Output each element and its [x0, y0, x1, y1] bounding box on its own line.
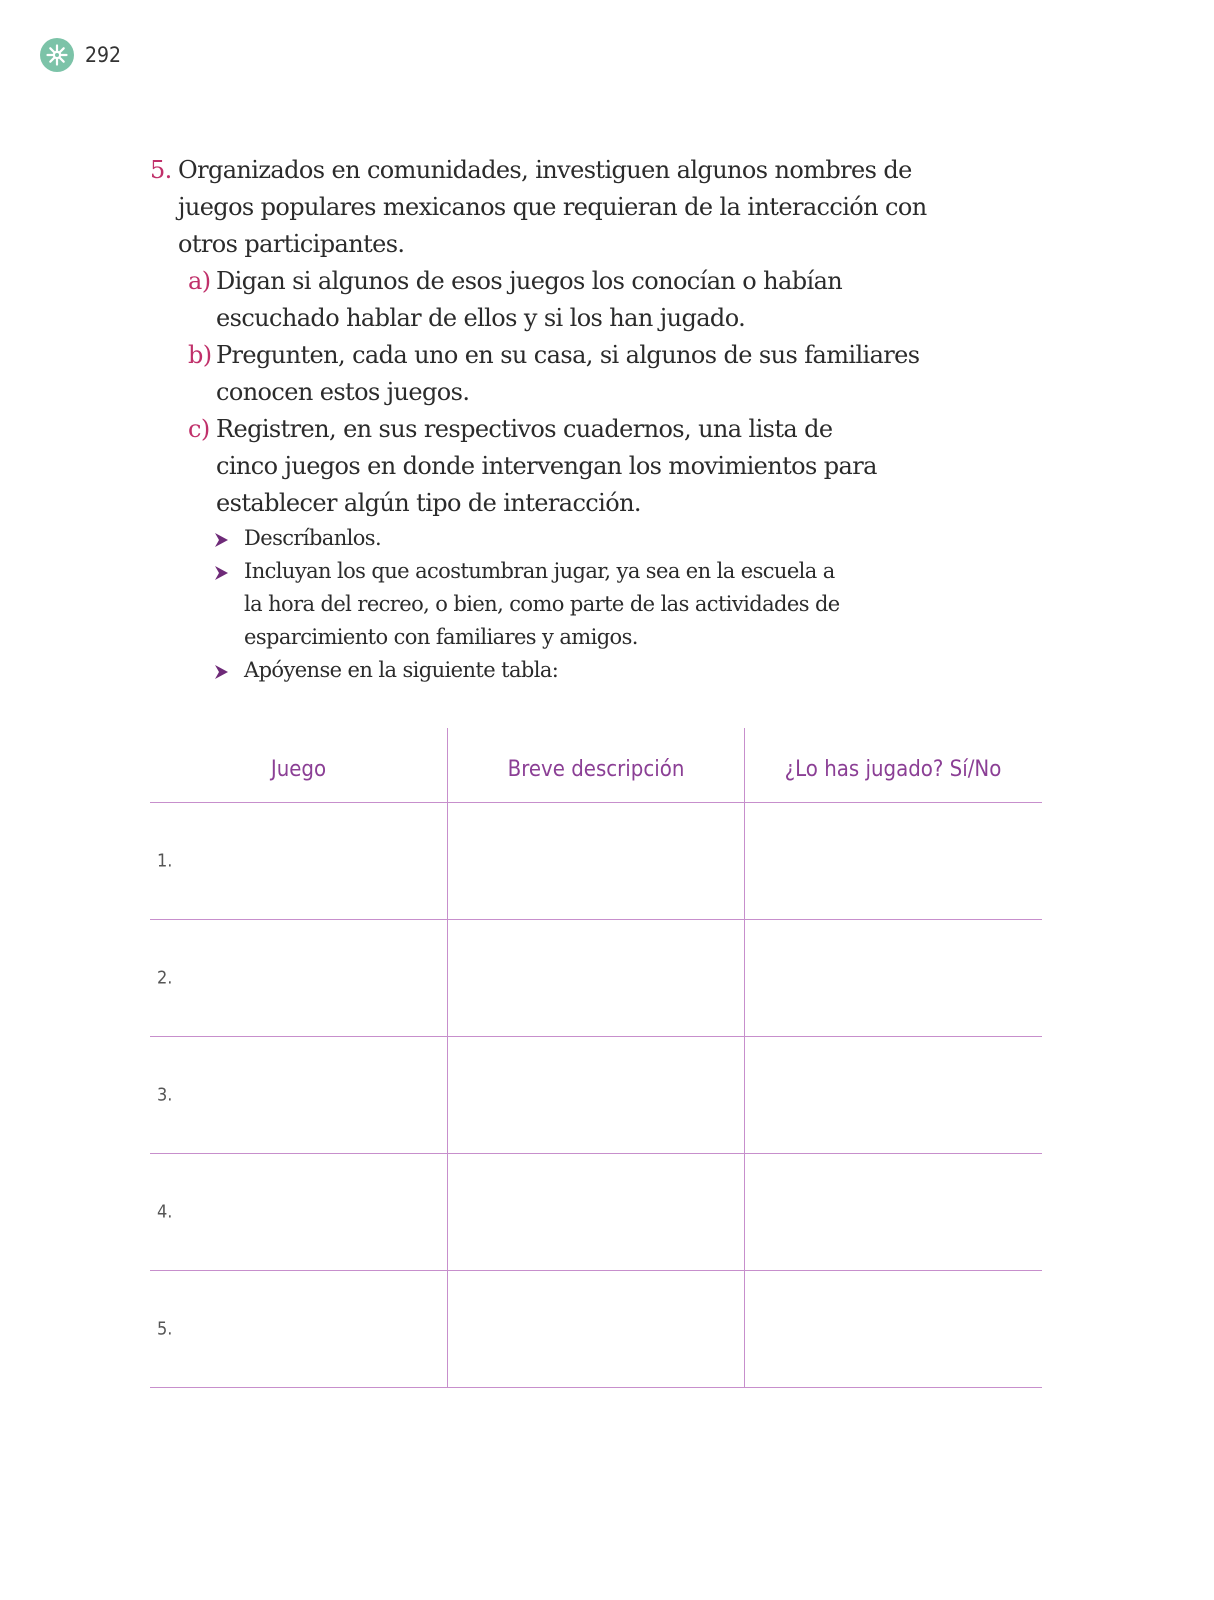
played-cell[interactable] — [744, 803, 1041, 919]
played-cell[interactable] — [744, 920, 1041, 1036]
played-cell[interactable] — [744, 1271, 1041, 1387]
item-c-line: cinco juegos en donde intervengan los movimientos para — [216, 452, 877, 480]
game-cell[interactable] — [150, 1037, 447, 1153]
row-number: 2. — [157, 967, 173, 989]
header-jugado: ¿Lo has jugado? Sí/No — [744, 728, 1041, 802]
item-b: b) Pregunten, cada uno en su casa, si algunos de sus familiares — [150, 337, 870, 374]
played-cell[interactable] — [744, 1154, 1041, 1270]
bullet-item: Apóyense en la siguiente tabla: — [150, 654, 870, 687]
row-number: 4. — [157, 1201, 173, 1223]
table-row — [150, 1037, 1042, 1154]
game-cell[interactable] — [150, 803, 447, 919]
table-row — [150, 1154, 1042, 1271]
arrow-bullet-icon — [215, 555, 244, 588]
exercise — [150, 152, 927, 687]
bullet-item: Descríbanlos. — [150, 522, 870, 555]
row-number: 1. — [157, 850, 173, 872]
game-cell[interactable] — [150, 920, 447, 1036]
item-marker: c) — [188, 415, 210, 443]
arrow-bullet-icon — [215, 654, 244, 687]
bullet-item: Incluyan los que acostumbran jugar, ya sea en la escuela a — [150, 555, 870, 588]
item-marker: a) — [188, 267, 211, 295]
header-descripcion: Breve descripción — [447, 728, 744, 802]
item-c-line: establecer algún tipo de interacción. — [216, 489, 641, 517]
games-table — [150, 728, 1042, 1388]
table-row — [150, 803, 1042, 920]
item-b-line: conocen estos juegos. — [216, 378, 470, 406]
page-header — [40, 38, 121, 72]
item-a-line: escuchado hablar de ellos y si los han jugado. — [216, 304, 746, 332]
exercise-line: otros participantes. — [178, 230, 405, 258]
bullet-line: esparcimiento con familiares y amigos. — [244, 625, 638, 649]
description-cell[interactable] — [447, 1154, 744, 1270]
game-cell[interactable] — [150, 1271, 447, 1387]
table-row — [150, 920, 1042, 1037]
description-cell[interactable] — [447, 803, 744, 919]
played-cell[interactable] — [744, 1037, 1041, 1153]
table-header — [150, 728, 1042, 803]
exercise-number: 5. — [150, 156, 172, 184]
exercise-line: juegos populares mexicanos que requieran de la interacción con — [178, 193, 927, 221]
row-number: 3. — [157, 1084, 173, 1106]
flower-icon — [40, 38, 74, 72]
game-cell[interactable] — [150, 1154, 447, 1270]
description-cell[interactable] — [447, 920, 744, 1036]
page-number: 292 — [85, 43, 122, 67]
arrow-bullet-icon — [215, 522, 244, 555]
header-juego: Juego — [270, 756, 327, 782]
item-c: c) Registren, en sus respectivos cuadernos, una lista de — [150, 411, 870, 448]
description-cell[interactable] — [447, 1037, 744, 1153]
table-row — [150, 1271, 1042, 1388]
item-a: a) Digan si algunos de esos juegos los conocían o habían — [150, 263, 870, 300]
row-number: 5. — [157, 1318, 173, 1340]
description-cell[interactable] — [447, 1271, 744, 1387]
exercise-line: 5. Organizados en comunidades, investiguen algunos nombres de — [150, 152, 870, 189]
item-marker: b) — [188, 341, 212, 369]
bullet-line: la hora del recreo, o bien, como parte de las actividades de — [244, 592, 840, 616]
